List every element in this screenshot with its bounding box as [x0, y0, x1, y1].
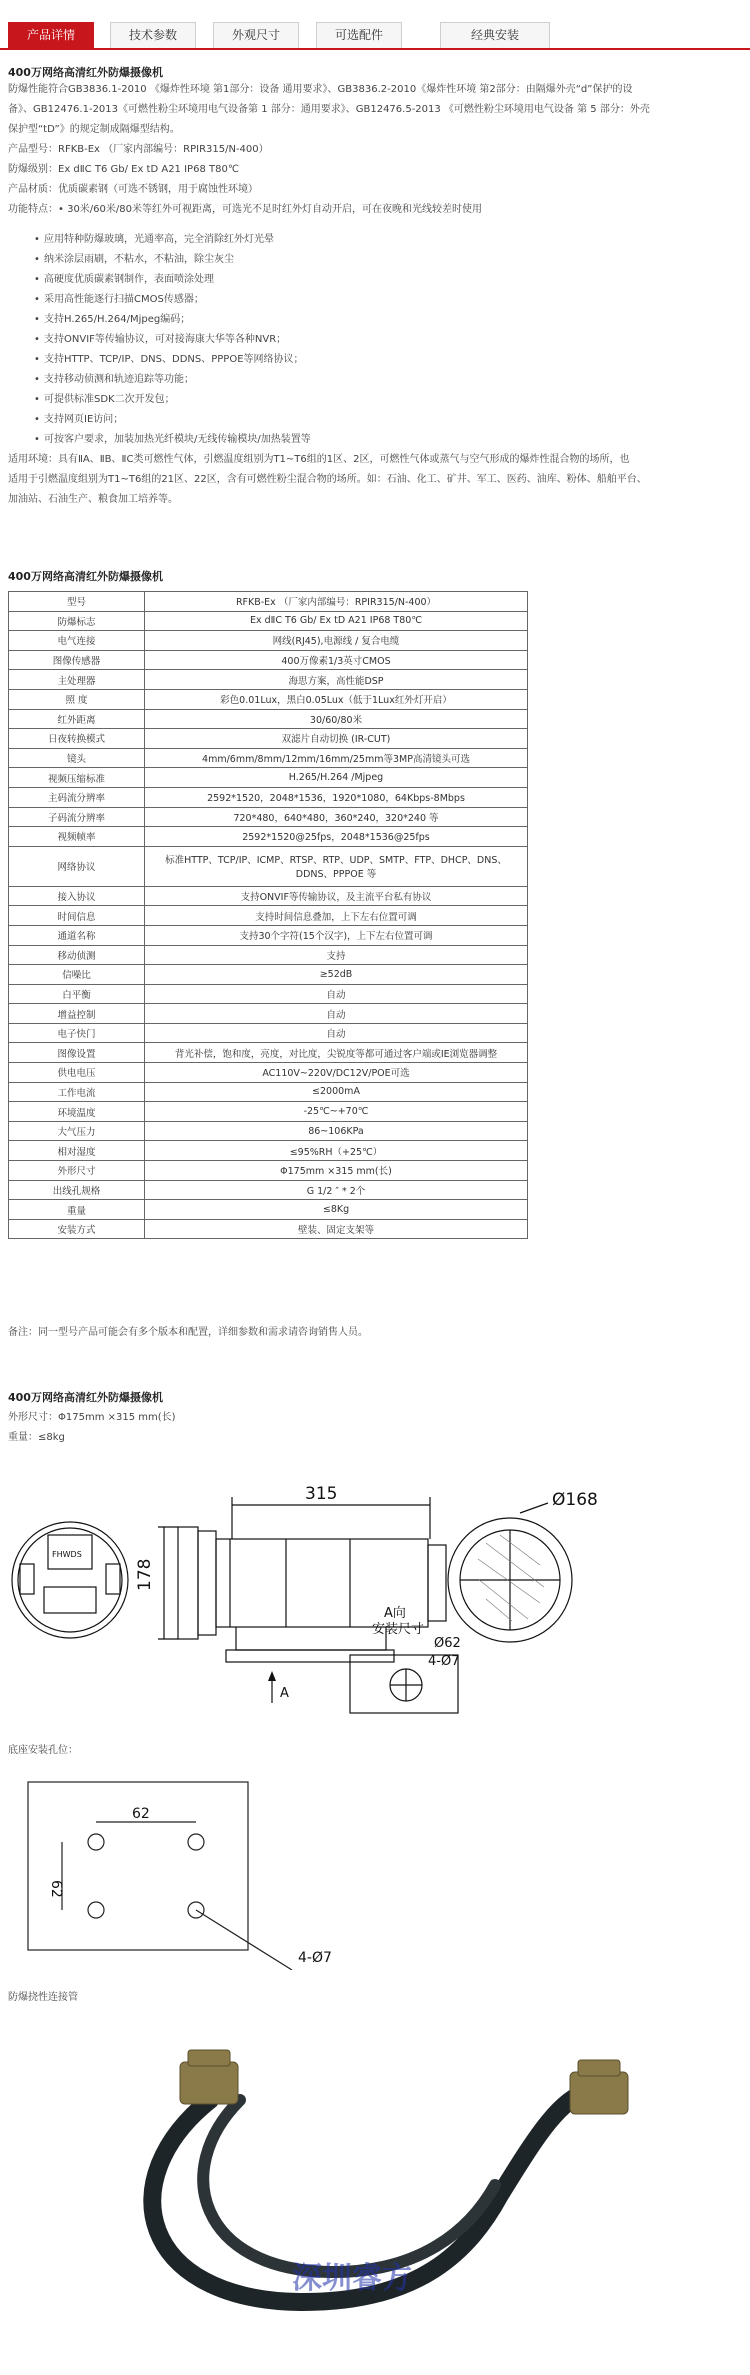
spec-value: 自动 — [145, 984, 528, 1004]
spec-value-line: DDNS、PPPOE 等 — [295, 869, 377, 881]
spec-row — [9, 1141, 528, 1161]
spec-key: 安装方式 — [9, 1219, 145, 1239]
base-title: 底座安装孔位： — [8, 1745, 78, 1756]
spec-value: 30/60/80米 — [145, 709, 528, 729]
arrow-label: A — [280, 1686, 289, 1701]
spec-row — [9, 787, 528, 807]
spec-row — [9, 925, 528, 945]
spec-key: 视频压缩标准 — [9, 768, 145, 788]
height-label: 178 — [135, 1558, 155, 1591]
spec-row — [9, 827, 528, 847]
spec-row — [9, 1063, 528, 1083]
spec-key: 照 度 — [9, 689, 145, 709]
spec-value: G 1/2 ″ * 2个 — [145, 1180, 528, 1200]
tab-product-details[interactable]: 产品详情 — [8, 22, 94, 48]
spec-key: 网络协议 — [9, 846, 145, 886]
spec-row — [9, 886, 528, 906]
spec-value: ≥52dB — [145, 965, 528, 985]
spec-key: 防爆标志 — [9, 611, 145, 631]
spec-value: 彩色0.01Lux，黑白0.05Lux（低于1Lux红外灯开启） — [145, 689, 528, 709]
base-holes-label: 4-Ø7 — [298, 1950, 332, 1966]
spec-value: ≤8Kg — [145, 1200, 528, 1220]
spec-key: 图像设置 — [9, 1043, 145, 1063]
spacing-y-label: 62 — [48, 1880, 64, 1898]
feature-item: • 采用高性能逐行扫描CMOS传感器； — [8, 290, 746, 310]
spec-row — [9, 670, 528, 690]
spec-row — [9, 906, 528, 926]
spacing-x-label: 62 — [132, 1806, 150, 1822]
intro-line: 备》、GB12476.1-2013《可燃性粉尘环境用电气设备第 1 部分：通用要求》、GB12476.5-2013 《可燃性粉尘环境用电气设备 第 5 部分：外壳 — [8, 104, 650, 115]
feature-item: • 支持移动侦测和轨迹追踪等功能； — [8, 370, 746, 390]
spec-value: H.265/H.264 /Mjpeg — [145, 768, 528, 788]
spec-row — [9, 945, 528, 965]
spec-value: Φ175mm ×315 mm(长) — [145, 1161, 528, 1181]
spec-row — [9, 1121, 528, 1141]
spec-value: ≤2000mA — [145, 1082, 528, 1102]
dimension-drawing — [0, 1475, 750, 1720]
spec-row — [9, 965, 528, 985]
spec-row — [9, 650, 528, 670]
view-label: A向 — [384, 1606, 406, 1621]
feature-item: • 纳米涂层雨刷，不粘水，不粘油，除尘灰尘 — [8, 250, 746, 270]
spec-key: 主码流分辨率 — [9, 787, 145, 807]
spec-row — [9, 748, 528, 768]
environment-text — [8, 450, 746, 510]
spec-value: 海思方案，高性能DSP — [145, 670, 528, 690]
spec-value: 壁装、固定支架等 — [145, 1219, 528, 1239]
spec-key: 视频帧率 — [9, 827, 145, 847]
hose-fitting — [570, 2072, 628, 2114]
flex-hose-image — [0, 2020, 750, 2360]
feature-item: • 支持ONVIF等传输协议，可对接海康大华等各种NVR； — [8, 330, 746, 350]
spec-row — [9, 1023, 528, 1043]
feature-item: • 支持HTTP、TCP/IP、DNS、DDNS、PPPOE等网络协议； — [8, 350, 746, 370]
feature-item: • 应用特种防爆玻璃，光通率高，完全消除红外灯光晕 — [8, 230, 746, 250]
intro-line: 产品材质：优质碳素钢（可选不锈钢，用于腐蚀性环境） — [8, 184, 258, 195]
spec-value: 支持30个字符(15个汉字)，上下左右位置可调 — [145, 925, 528, 945]
environment-line: 加油站、石油生产、粮食加工培养等。 — [8, 494, 178, 505]
spec-value: 720*480，640*480，360*240，320*240 等 — [145, 807, 528, 827]
environment-line: 适用环境：具有ⅡA、ⅡB、ⅡC类可燃性气体，引燃温度组别为T1~T6组的1区、2区，可燃性气体或蒸气与空气形成的爆炸性混合物的场所，也 — [8, 454, 630, 465]
base-hole — [88, 1902, 104, 1918]
table-title: 400万网络高清红外防爆摄像机 — [8, 570, 163, 583]
intro-line: 功能特点：• 30米/60米/80米等红外可视距离，可选光不足时红外灯自动开启，可在夜晚和光线较差时使用 — [8, 204, 482, 215]
spec-value: 网线(RJ45),电源线 / 复合电缆 — [145, 631, 528, 651]
spec-row — [9, 1004, 528, 1024]
spec-key: 增益控制 — [9, 1004, 145, 1024]
dims-title: 400万网络高清红外防爆摄像机 — [8, 1391, 163, 1404]
spec-row — [9, 729, 528, 749]
spec-key: 信噪比 — [9, 965, 145, 985]
intro-text — [8, 80, 746, 220]
spec-value: 400万像素1/3英寸CMOS — [145, 650, 528, 670]
tab-accessories[interactable]: 可选配件 — [316, 22, 402, 48]
table-note: 备注：同一型号产品可能会有多个版本和配置，详细参数和需求请咨询销售人员。 — [8, 1327, 368, 1338]
intro-line: 防爆级别：Ex dⅡC T6 Gb/ Ex tD A21 IP68 T80℃ — [8, 164, 240, 175]
spec-row — [9, 689, 528, 709]
tab-bar — [0, 0, 750, 50]
spec-value: 支持ONVIF等传输协议，及主流平台私有协议 — [145, 886, 528, 906]
spec-value: 支持 — [145, 945, 528, 965]
spec-key: 通道名称 — [9, 925, 145, 945]
spec-row — [9, 1102, 528, 1122]
spec-row — [9, 709, 528, 729]
intro-line: 产品型号：RFKB-Ex （厂家内部编号：RPIR315/N-400） — [8, 144, 269, 155]
spec-key: 工作电流 — [9, 1082, 145, 1102]
spec-row — [9, 1082, 528, 1102]
spec-key: 环境温度 — [9, 1102, 145, 1122]
spec-key: 相对湿度 — [9, 1141, 145, 1161]
spec-key: 型号 — [9, 592, 145, 612]
base-hole — [88, 1834, 104, 1850]
spec-row — [9, 1043, 528, 1063]
spec-row — [9, 611, 528, 631]
tab-installation[interactable]: 经典安装 — [440, 22, 550, 48]
base-drawing — [0, 1770, 750, 1970]
spec-value: 支持时间信息叠加，上下左右位置可调 — [145, 906, 528, 926]
feature-item: • 可按客户要求，加装加热光纤模块/无线传输模块/加热装置等 — [8, 430, 746, 450]
spec-value: 2592*1520，2048*1536，1920*1080，64Kbps-8Mbps — [145, 787, 528, 807]
intro-line: 防爆性能符合GB3836.1-2010 《爆炸性环境 第1部分：设备 通用要求》、GB3836.2-2010《爆炸性环境 第2部分：由隔爆外壳“d”保护的设 — [8, 84, 633, 95]
spec-key: 图像传感器 — [9, 650, 145, 670]
spec-value: -25℃~+70℃ — [145, 1102, 528, 1122]
feature-item: • 支持网页IE访问； — [8, 410, 746, 430]
spec-key: 移动侦测 — [9, 945, 145, 965]
spec-row — [9, 1219, 528, 1239]
spec-row — [9, 984, 528, 1004]
product-title: 400万网络高清红外防爆摄像机 — [8, 66, 163, 79]
spec-key: 时间信息 — [9, 906, 145, 926]
feature-item: • 支持H.265/H.264/Mjpeg编码； — [8, 310, 746, 330]
spec-row — [9, 592, 528, 612]
hose-title: 防爆挠性连接管 — [8, 1992, 78, 2003]
spec-row — [9, 768, 528, 788]
spec-row — [9, 1180, 528, 1200]
hole-dia-label: Ø62 — [434, 1636, 461, 1651]
spec-row — [9, 846, 528, 886]
tab-dimensions[interactable]: 外观尺寸 — [213, 22, 299, 48]
spec-value: 双滤片自动切换 (IR-CUT) — [145, 729, 528, 749]
tab-tech-params[interactable]: 技术参数 — [110, 22, 196, 48]
side-view-flange — [178, 1527, 198, 1639]
spec-table — [8, 591, 528, 1239]
spec-key: 日夜转换模式 — [9, 729, 145, 749]
plate-label: FHWDS — [52, 1550, 82, 1559]
spec-key: 子码流分辨率 — [9, 807, 145, 827]
view-label-2: 安装尺寸 — [372, 1622, 425, 1637]
spec-value — [145, 846, 528, 886]
spec-key: 重量 — [9, 1200, 145, 1220]
spec-value: 自动 — [145, 1004, 528, 1024]
holes-label: 4-Ø7 — [428, 1654, 460, 1669]
spec-value: Ex dⅡC T6 Gb/ Ex tD A21 IP68 T80℃ — [145, 611, 528, 631]
spec-value: 86~106KPa — [145, 1121, 528, 1141]
environment-line: 适用于引燃温度组别为T1~T6组的21区、22区，含有可燃性粉尘混合物的场所。如：石油、化工、矿井、军工、医药、油库、粉体、船舶平台、 — [8, 474, 647, 485]
spec-key: 红外距离 — [9, 709, 145, 729]
feature-list — [8, 230, 746, 450]
spec-value-line: 标准HTTP、TCP/IP、ICMP、RTSP、RTP、UDP、SMTP、FTP、DHCP、DNS、 — [165, 855, 507, 867]
diameter-label: Ø168 — [552, 1490, 598, 1510]
spec-value: 背光补偿，饱和度，亮度，对比度，尖锐度等都可通过客户端或IE浏览器调整 — [145, 1043, 528, 1063]
spec-row — [9, 1200, 528, 1220]
spec-key: 接入协议 — [9, 886, 145, 906]
spec-key: 镜头 — [9, 748, 145, 768]
intro-line: 保护型“tD”》的规定制成隔爆型结构。 — [8, 124, 180, 135]
spec-value: 自动 — [145, 1023, 528, 1043]
spec-key: 供电电压 — [9, 1063, 145, 1083]
spec-key: 电子快门 — [9, 1023, 145, 1043]
length-label: 315 — [305, 1484, 338, 1504]
spec-row — [9, 631, 528, 651]
spec-key: 白平衡 — [9, 984, 145, 1004]
hose-fitting — [180, 2062, 238, 2104]
feature-item: • 可提供标准SDK二次开发包； — [8, 390, 746, 410]
dims-size: 外形尺寸：Φ175mm ×315 mm(长) — [8, 1412, 176, 1423]
spec-row — [9, 1161, 528, 1181]
dims-weight: 重量：≤8kg — [8, 1432, 65, 1443]
spec-key: 主处理器 — [9, 670, 145, 690]
spec-key: 出线孔规格 — [9, 1180, 145, 1200]
spec-value: RFKB-Ex （厂家内部编号：RPIR315/N-400） — [145, 592, 528, 612]
spec-value: 4mm/6mm/8mm/12mm/16mm/25mm等3MP高清镜头可选 — [145, 748, 528, 768]
watermark: 深圳睿方 — [292, 2261, 412, 2296]
spec-value: ≤95%RH（+25℃） — [145, 1141, 528, 1161]
spec-value: 2592*1520@25fps，2048*1536@25fps — [145, 827, 528, 847]
spec-key: 电气连接 — [9, 631, 145, 651]
feature-item: • 高硬度优质碳素钢制作，表面喷涂处理 — [8, 270, 746, 290]
base-hole — [188, 1834, 204, 1850]
spec-key: 大气压力 — [9, 1121, 145, 1141]
spec-key: 外形尺寸 — [9, 1161, 145, 1181]
spec-row — [9, 807, 528, 827]
spec-value: AC110V~220V/DC12V/POE可选 — [145, 1063, 528, 1083]
